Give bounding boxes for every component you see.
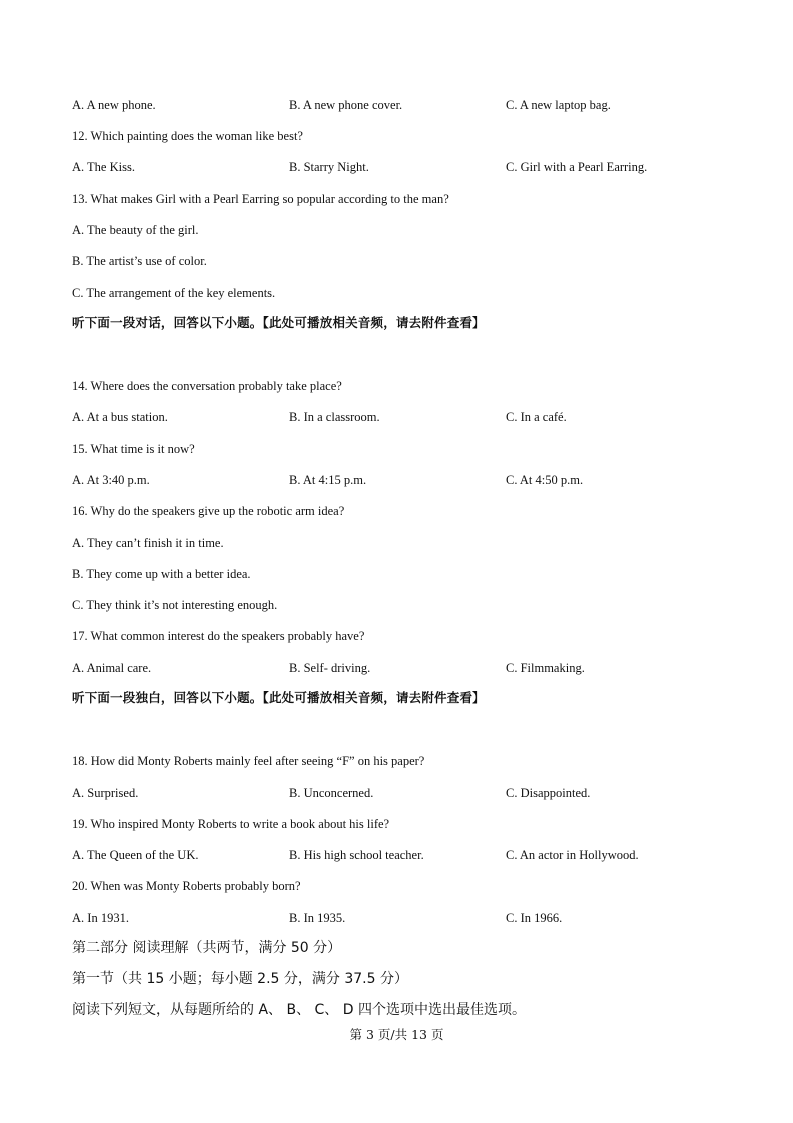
reading-instruction: 阅读下列短文，从每题所给的 A、 B、 C、 D 四个选项中选出最佳选项。	[72, 1002, 526, 1018]
q12-option-b: B. Starry Night.	[289, 160, 369, 174]
q18-option-c: C. Disappointed.	[506, 786, 591, 800]
q20-option-a: A. In 1931.	[72, 911, 129, 925]
page-footer: 第 3 页/共 13 页	[349, 1027, 444, 1042]
q16-stem: 16. Why do the speakers give up the robotic arm idea?	[72, 504, 345, 518]
q12-option-c: C. Girl with a Pearl Earring.	[506, 160, 648, 174]
q17-option-b: B. Self- driving.	[289, 661, 371, 675]
q12-stem: 12. Which painting does the woman like best?	[72, 129, 303, 143]
part2-title: 第二部分 阅读理解（共两节，满分 50 分）	[72, 940, 342, 956]
q20-stem: 20. When was Monty Roberts probably born?	[72, 879, 301, 893]
q11-option-a: A. A new phone.	[72, 98, 156, 112]
q11-option-c: C. A new laptop bag.	[506, 98, 611, 112]
q15-option-a: A. At 3:40 p.m.	[72, 473, 150, 487]
q18-option-a: A. Surprised.	[72, 786, 139, 800]
listening-instruction-dialogue: 听下面一段对话，回答以下小题。【此处可播放相关音频，请去附件查看】	[72, 315, 485, 330]
q19-option-b: B. His high school teacher.	[289, 848, 424, 862]
q15-option-b: B. At 4:15 p.m.	[289, 473, 367, 487]
q19-option-c: C. An actor in Hollywood.	[506, 848, 639, 862]
q19-option-a: A. The Queen of the UK.	[72, 848, 199, 862]
q20-option-c: C. In 1966.	[506, 911, 563, 925]
q11-option-b: B. A new phone cover.	[289, 98, 403, 112]
q14-stem: 14. Where does the conversation probably take place?	[72, 379, 342, 393]
q14-option-c: C. In a café.	[506, 410, 567, 424]
q12-option-a: A. The Kiss.	[72, 160, 135, 174]
q18-stem: 18. How did Monty Roberts mainly feel after seeing “F” on his paper?	[72, 754, 425, 768]
q16-option-b: B. They come up with a better idea.	[72, 567, 251, 581]
q16-option-c: C. They think it’s not interesting enough.	[72, 598, 278, 612]
q19-stem: 19. Who inspired Monty Roberts to write a book about his life?	[72, 817, 390, 831]
q20-option-b: B. In 1935.	[289, 911, 346, 925]
q13-option-a: A. The beauty of the girl.	[72, 223, 199, 237]
q13-option-c: C. The arrangement of the key elements.	[72, 286, 276, 300]
q17-option-a: A. Animal care.	[72, 661, 152, 675]
q14-option-a: A. At a bus station.	[72, 410, 168, 424]
q13-option-b: B. The artist’s use of color.	[72, 254, 207, 268]
q17-option-c: C. Filmmaking.	[506, 661, 585, 675]
q16-option-a: A. They can’t finish it in time.	[72, 536, 224, 550]
q17-stem: 17. What common interest do the speakers probably have?	[72, 629, 365, 643]
listening-instruction-monologue: 听下面一段独白，回答以下小题。【此处可播放相关音频，请去附件查看】	[72, 690, 485, 705]
q13-stem: 13. What makes Girl with a Pearl Earring so popular according to the man?	[72, 192, 449, 206]
q15-stem: 15. What time is it now?	[72, 442, 195, 456]
section1-title: 第一节（共 15 小题；每小题 2.5 分，满分 37.5 分）	[72, 971, 408, 987]
q15-option-c: C. At 4:50 p.m.	[506, 473, 584, 487]
q18-option-b: B. Unconcerned.	[289, 786, 374, 800]
q14-option-b: B. In a classroom.	[289, 410, 380, 424]
